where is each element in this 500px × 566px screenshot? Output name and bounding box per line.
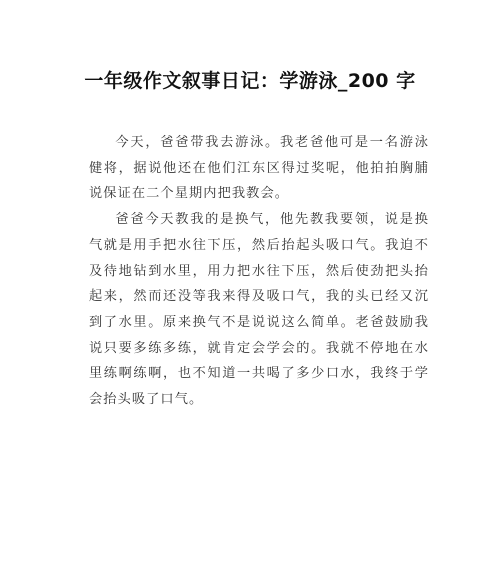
paragraph-2: 爸爸今天教我的是换气，他先教我要领，说是换气就是用手把水往下压，然后抬起头吸口气。我迫不及待地钻到水里，用力把水往下压，然后使劲把头抬起来，然而还没等我来得及吸口气，我的头已经又沉到了水里。原来换气不是说说这么简单。老爸鼓励我说只要多练多练，就肯定会学会的。我就不停地在水里练啊练啊，也不知道一共喝了多少口水，我终于学会抬头吸了口气。 (89, 212, 429, 408)
document-body (89, 130, 429, 413)
document-title: 一年级作文叙事日记：学游泳_200 字 (84, 70, 416, 92)
paragraph-1: 今天，爸爸带我去游泳。我老爸他可是一名游泳健将，据说他还在他们江东区得过奖呢，他拍拍胸脯说保证在二个星期内把我教会。 (89, 135, 429, 202)
